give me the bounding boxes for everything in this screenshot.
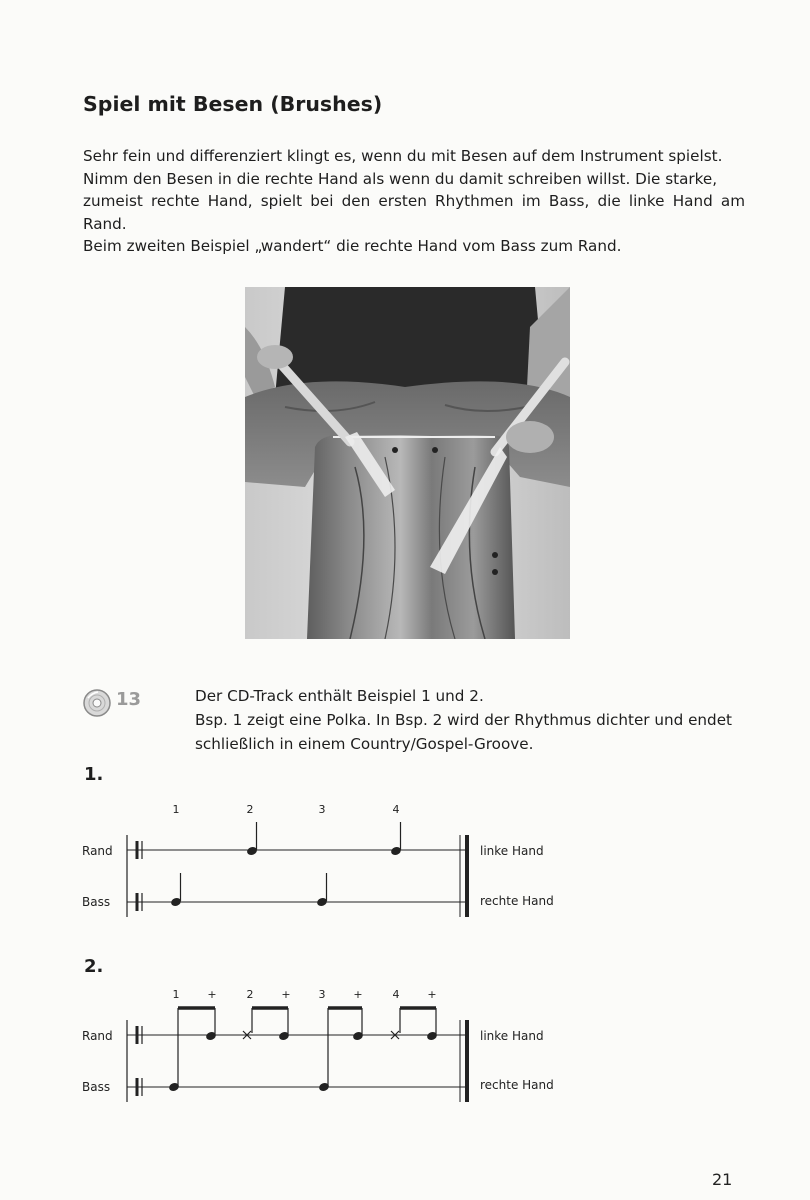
cd-line: schließlich in einem Country/Gospel-Groove. <box>195 735 534 753</box>
hand-label-right: rechte Hand <box>480 894 554 908</box>
count-label: + <box>427 988 437 1001</box>
count-label: 2 <box>246 803 254 816</box>
cd-icon <box>82 688 112 718</box>
count-label: 1 <box>172 803 180 816</box>
count-label: 3 <box>318 988 326 1001</box>
row-label-bass: Bass <box>82 1080 111 1094</box>
example-1-score <box>70 795 590 925</box>
intro-line: zumeist rechte Hand, spielt bei den ersten Rhythmen im Bass, die linke Hand am Rand. <box>83 192 745 233</box>
hand-label-left: linke Hand <box>480 1029 544 1043</box>
intro-line: Nimm den Besen in die rechte Hand als wenn du damit schreiben willst. Die starke, <box>83 169 718 188</box>
hand-label-right: rechte Hand <box>480 1078 554 1092</box>
cajon-brushes-photo <box>245 287 570 639</box>
count-label: 4 <box>392 803 400 816</box>
count-label: 2 <box>246 988 254 1001</box>
example-1-number: 1. <box>84 764 104 785</box>
example-2-score <box>70 980 590 1110</box>
page-number: 21 <box>712 1170 733 1189</box>
intro-paragraph <box>83 145 745 258</box>
count-label: + <box>353 988 363 1001</box>
count-label: + <box>207 988 217 1001</box>
count-label: 4 <box>392 988 400 1001</box>
count-label: 3 <box>318 803 326 816</box>
row-label-rand: Rand <box>82 1029 113 1043</box>
row-label-bass: Bass <box>82 895 111 909</box>
intro-line: Beim zweiten Beispiel „wandert“ die rechte Hand vom Bass zum Rand. <box>83 237 622 255</box>
count-label: + <box>281 988 291 1001</box>
example-2-number: 2. <box>84 956 104 977</box>
page-heading: Spiel mit Besen (Brushes) <box>83 92 383 116</box>
intro-line: Sehr fein und differenziert klingt es, wenn du mit Besen auf dem Instrument spielst. <box>83 147 723 165</box>
cd-track-number: 13 <box>116 689 142 710</box>
row-label-rand: Rand <box>82 844 113 858</box>
count-label: 1 <box>172 988 180 1001</box>
hand-label-left: linke Hand <box>480 844 544 858</box>
cd-line: Bsp. 1 zeigt eine Polka. In Bsp. 2 wird der Rhythmus dichter und endet <box>195 711 732 729</box>
cd-line: Der CD-Track enthält Beispiel 1 und 2. <box>195 687 484 705</box>
cd-description <box>195 684 755 756</box>
